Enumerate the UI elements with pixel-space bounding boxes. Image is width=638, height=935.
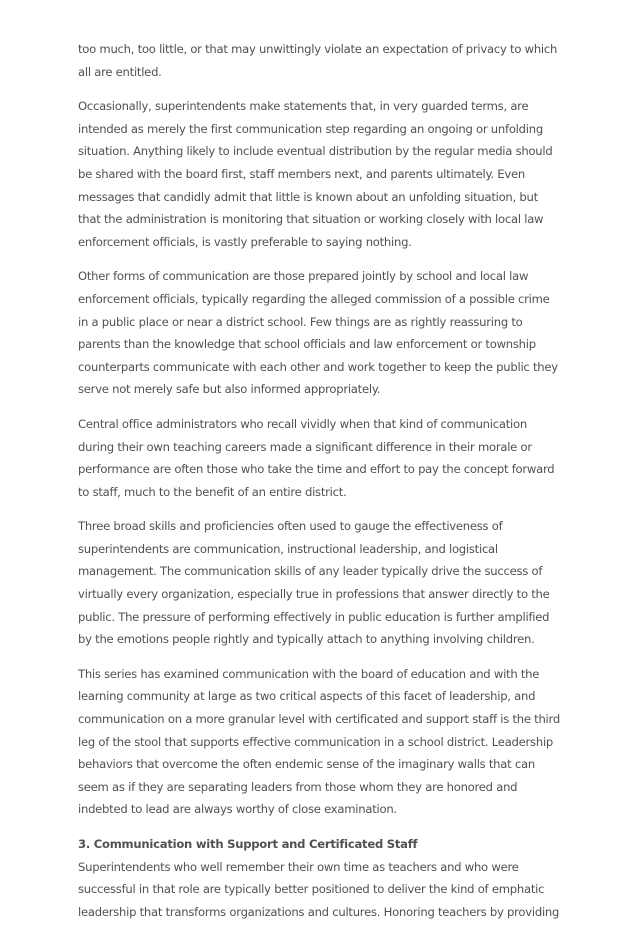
paragraph-6: This series has examined communication with the board of education and with the learning community at large as two critical aspects of this facet of leadership, and communication on a more granular level with certificated and support staff is the third leg of the stool that supports effective communication in a school district. Leadership behaviors that overcome the often endemic sense of the imaginary walls that can seem as if they are separating leaders from those whom they are honored and indebted to lead are always worthy of close examination. xyxy=(78,666,560,817)
paragraph-5: Three broad skills and proficiencies often used to gauge the effectiveness of superintendents are communication, instructional leadership, and logistical management. The communication skills of any leader typically drive the success of virtually every organization, especially true in professions that answer directly to the public. The pressure of performing effectively in public education is further amplified by the emotions people rightly and typically attach to anything involving children. xyxy=(78,519,550,647)
paragraph-1: too much, too little, or that may unwittingly violate an expectation of privacy to which all are entitled. xyxy=(78,42,558,79)
paragraph-2: Occasionally, superintendents make statements that, in very guarded terms, are intended as merely the first communication step regarding an ongoing or unfolding situation. Anything likely to include eventual distribution by the regular media should be shared with the board first, staff members next, and parents ultimately. Even messages that candidly admit that little is known about an unfolding situation, but that the administration is monitoring that situation or working closely with local law enforcement officials, is vastly preferable to saying nothing. xyxy=(78,99,553,249)
section-paragraph: Superintendents who well remember their own time as teachers and who were successful in that role are typically better positioned to deliver the kind of emphatic leadership that transforms organizations and cultures. Honoring teachers by providing xyxy=(78,859,560,919)
paragraph-3: Other forms of communication are those prepared jointly by school and local law enforcement officials, typically regarding the alleged commission of a possible crime in a public place or near a district school. Few things are as rightly reassuring to parents than the knowledge that school officials and law enforcement or township counterparts communicate with each other and work together to keep the public they serve not merely safe but also informed appropriately. xyxy=(78,269,558,397)
document-body xyxy=(78,38,562,935)
section-heading: 3. Communication with Support and Certificated Staff xyxy=(78,837,418,851)
paragraph-4: Central office administrators who recall vividly when that kind of communication during their own teaching careers made a significant difference in their morale or performance are often those who take the time and effort to pay the concept forward to staff, much to the benefit of an entire district. xyxy=(78,416,555,499)
